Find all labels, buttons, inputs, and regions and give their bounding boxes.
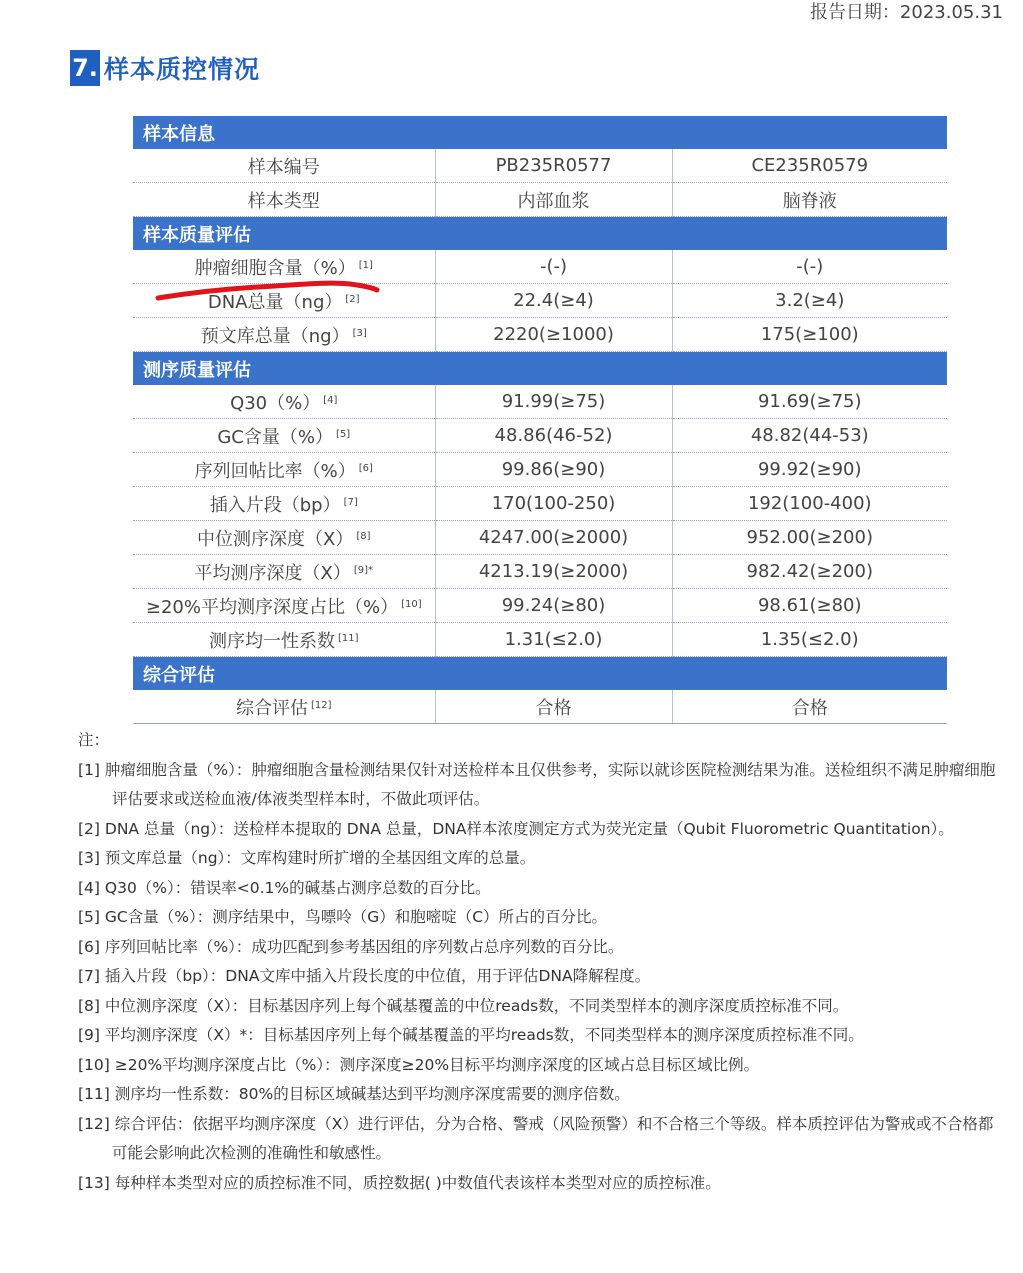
note-item: [3] 预文库总量（ng）：文库构建时所扩增的全基因组文库的总量。 xyxy=(78,849,536,867)
note-item: [1] 肿瘤细胞含量（%）：肿瘤细胞含量检测结果仅针对送检样本且仅供参考，实际以就诊医院检测结果为准。送检组织不满足肿瘤细胞评估要求或送检血液/体液类型样本时，不做此项评估。 xyxy=(78,760,996,808)
sample2-value: 192(100-400) xyxy=(672,487,947,521)
sample2-value: 952.00(≥200) xyxy=(672,521,947,555)
row-label: 平均测序深度（X） xyxy=(194,562,351,584)
group-header: 综合评估 xyxy=(133,657,947,691)
table-row xyxy=(133,521,947,555)
table-row xyxy=(133,487,947,521)
row-label-cell xyxy=(133,521,435,555)
section-number: 7. xyxy=(70,50,100,86)
note-item: [7] 插入片段（bp）：DNA文库中插入片段长度的中位值，用于评估DNA降解程度。 xyxy=(78,967,651,985)
footnote-ref: [3] xyxy=(352,327,367,339)
table-row xyxy=(133,623,947,657)
row-label-cell xyxy=(133,589,435,623)
table-row xyxy=(133,690,947,724)
table-row xyxy=(133,183,947,217)
footnote-ref: [12] xyxy=(310,699,332,711)
sample1-value: 内部血浆 xyxy=(435,183,672,217)
qc-table xyxy=(133,116,947,724)
row-label: GC含量（%） xyxy=(217,426,333,448)
notes-section xyxy=(78,726,1008,1198)
sample2-value: 1.35(≤2.0) xyxy=(672,623,947,657)
sample1-value: -(-) xyxy=(435,250,672,284)
row-label: 预文库总量（ng） xyxy=(200,325,350,347)
note-item: [5] GC含量（%）：测序结果中，鸟嘌呤（G）和胞嘧啶（C）所占的百分比。 xyxy=(78,908,608,926)
sample1-value: 2220(≥1000) xyxy=(435,318,672,352)
footnote-ref: [7] xyxy=(343,496,358,508)
sample2-value: 98.61(≥80) xyxy=(672,589,947,623)
row-label: 综合评估 xyxy=(235,697,308,719)
row-label: DNA总量（ng） xyxy=(207,291,343,313)
sample1-value: 170(100-250) xyxy=(435,487,672,521)
sample1-value: 99.24(≥80) xyxy=(435,589,672,623)
footnote-ref: [11] xyxy=(337,632,359,644)
row-label-cell xyxy=(133,487,435,521)
row-label: 测序均一性系数 xyxy=(208,630,335,652)
section-title xyxy=(70,50,260,86)
row-label: 插入片段（bp） xyxy=(209,494,341,516)
note-item: [4] Q30（%）：错误率<0.1%的碱基占测序总数的百分比。 xyxy=(78,878,491,897)
sample2-value: -(-) xyxy=(672,250,947,284)
notes-title: 注： xyxy=(78,731,110,749)
notes-list xyxy=(78,756,1008,1199)
table-row xyxy=(133,385,947,419)
footnote-ref: [5] xyxy=(335,428,351,440)
note-item: [9] 平均测序深度（X）*：目标基因序列上每个碱基覆盖的平均reads数，不同类型样本的测序深度质控标准不同。 xyxy=(78,1026,864,1044)
sample1-value: 4213.19(≥2000) xyxy=(435,555,672,589)
sample2-value: 91.69(≥75) xyxy=(672,385,947,419)
footnote-ref: [1] xyxy=(358,259,373,271)
sample1-value: 4247.00(≥2000) xyxy=(435,521,672,555)
table-row xyxy=(133,453,947,487)
group-header: 样本质量评估 xyxy=(133,217,947,251)
sample2-value: 175(≥100) xyxy=(672,318,947,352)
sample2-value: 脑脊液 xyxy=(672,183,947,217)
footnote-ref: [8] xyxy=(356,530,371,542)
row-label-cell xyxy=(133,385,435,419)
sample2-value: 3.2(≥4) xyxy=(672,284,947,318)
group-header-row xyxy=(133,352,947,386)
row-label-cell xyxy=(133,419,435,453)
footnote-ref: [4] xyxy=(323,394,338,406)
sample1-value: 合格 xyxy=(435,690,672,724)
red-underline-annotation xyxy=(155,276,385,306)
note-item: [2] DNA 总量（ng）：送检样本提取的 DNA 总量，DNA样本浓度测定方式为荧光定量（Qubit Fluorometric Quantitation）。 xyxy=(78,819,954,838)
group-header-row xyxy=(133,217,947,251)
footnote-ref: [6] xyxy=(358,462,373,474)
row-label: Q30（%） xyxy=(230,392,321,414)
row-label: 中位测序深度（X） xyxy=(196,528,354,550)
footnote-ref: [10] xyxy=(401,598,422,610)
row-label: 序列回帖比率（%） xyxy=(194,460,356,482)
sample2-value: 982.42(≥200) xyxy=(672,555,947,589)
row-label-cell xyxy=(133,183,435,217)
group-header-row xyxy=(133,116,947,149)
row-label-cell xyxy=(133,318,435,352)
table-row xyxy=(133,555,947,589)
note-item: [10] ≥20%平均测序深度占比（%）：测序深度≥20%目标平均测序深度的区域占总目标区域比例。 xyxy=(78,1055,760,1074)
section-title-text: 样本质控情况 xyxy=(104,55,261,84)
note-item: [12] 综合评估：依据平均测序深度（X）进行评估，分为合格、警戒（风险预警）和不合格三个等级。样本质控评估为警戒或不合格都可能会影响此次检测的准确性和敏感性。 xyxy=(78,1114,994,1162)
sample1-value: 22.4(≥4) xyxy=(435,284,672,318)
group-header-row xyxy=(133,657,947,691)
row-label: 样本编号 xyxy=(247,156,320,178)
table-row xyxy=(133,149,947,183)
sample2-value: 合格 xyxy=(672,690,947,724)
row-label-cell xyxy=(133,623,435,657)
table-row xyxy=(133,318,947,352)
row-label: 样本类型 xyxy=(247,190,320,212)
row-label-cell xyxy=(133,555,435,589)
sample1-value: 91.99(≥75) xyxy=(435,385,672,419)
row-label-cell xyxy=(133,690,435,724)
sample2-value: 99.92(≥90) xyxy=(672,453,947,487)
footnote-ref: [9]* xyxy=(353,564,373,576)
note-item: [6] 序列回帖比率（%）：成功匹配到参考基因组的序列数占总序列数的百分比。 xyxy=(78,937,624,956)
row-label-cell xyxy=(133,149,435,183)
footnote-ref: [2] xyxy=(345,293,360,305)
row-label: ≥20%平均测序深度占比（%） xyxy=(145,596,399,618)
group-header: 测序质量评估 xyxy=(133,352,947,386)
sample1-value: PB235R0577 xyxy=(435,149,672,183)
row-label: 肿瘤细胞含量（%） xyxy=(194,257,356,279)
report-date: 报告日期：2023.05.31 xyxy=(809,2,1003,23)
row-label-cell xyxy=(133,453,435,487)
note-item: [13] 每种样本类型对应的质控标准不同，质控数据( )中数值代表该样本类型对应的质控标准。 xyxy=(78,1173,721,1192)
sample2-value: 48.82(44-53) xyxy=(672,419,947,453)
group-header: 样本信息 xyxy=(133,116,947,149)
note-item: [8] 中位测序深度（X）：目标基因序列上每个碱基覆盖的中位reads数，不同类型样本的测序深度质控标准不同。 xyxy=(78,996,849,1015)
note-item: [11] 测序均一性系数：80%的目标区域碱基达到平均测序深度需要的测序倍数。 xyxy=(78,1085,630,1103)
table-row xyxy=(133,419,947,453)
sample1-value: 1.31(≤2.0) xyxy=(435,623,672,657)
sample1-value: 48.86(46-52) xyxy=(435,419,672,453)
sample1-value: 99.86(≥90) xyxy=(435,453,672,487)
sample2-value: CE235R0579 xyxy=(672,149,947,183)
table-row xyxy=(133,589,947,623)
